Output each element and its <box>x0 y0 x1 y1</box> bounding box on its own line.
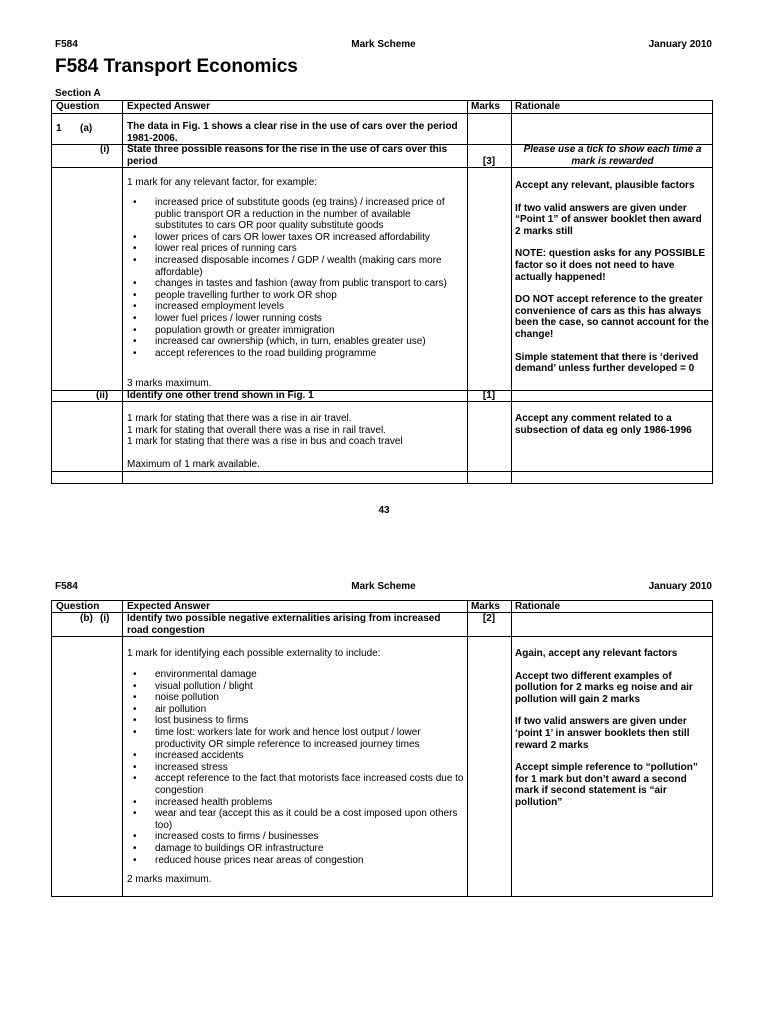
page-title: F584 Transport Economics <box>55 56 298 77</box>
list-item: • visual pollution / blight <box>127 681 465 693</box>
marks-value: [2] <box>482 613 496 624</box>
mark-scheme-table <box>51 600 713 897</box>
header-title: Mark Scheme <box>351 39 416 50</box>
rationale-item: Accept simple reference to “pollution” for 1 mark but don’t award a second mark if second statement is “air pollution” <box>515 762 698 808</box>
list-item: • time lost: workers late for work and hence lost output / lower productivity OR simple reference to increased journey times <box>127 727 465 750</box>
list-item: • wear and tear (accept this as it could be a cost imposed upon others too) <box>127 808 465 831</box>
list-item: • lower prices of cars OR lower taxes OR increased affordability <box>127 232 457 244</box>
list-item: • changes in tastes and fashion (away from public transport to cars) <box>127 278 457 290</box>
col-header-rationale: Rationale <box>515 101 561 112</box>
rationale-item: Accept two different examples of pollution for 2 marks eg noise and air pollution will gain 2 marks <box>515 670 693 705</box>
answer-line: 1 mark for stating that there was a rise in air travel. <box>127 413 352 424</box>
section-label: Section A <box>55 88 101 99</box>
answer-intro: 1 mark for any relevant factor, for example: <box>127 177 318 188</box>
col-divider <box>511 601 512 896</box>
rationale-item: DO NOT accept reference to the greater convenience of cars as this has always been the case, so cannot account for the change! <box>515 294 709 340</box>
list-item: • increased employment levels <box>127 301 457 313</box>
list-item: • increased accidents <box>127 750 465 762</box>
subquestion-text: State three possible reasons for the rise in the use of cars over this period <box>127 144 448 167</box>
list-item: • increased stress <box>127 762 465 774</box>
rationale-block <box>515 648 710 820</box>
list-item: • increased disposable incomes / GDP / wealth (making cars more affordable) <box>127 255 457 278</box>
header-date: January 2010 <box>648 39 712 50</box>
col-header-answer: Expected Answer <box>127 601 210 612</box>
header-title: Mark Scheme <box>351 581 416 592</box>
list-item: • environmental damage <box>127 669 465 681</box>
list-item: • damage to buildings OR infrastructure <box>127 843 465 855</box>
list-item: • increased price of substitute goods (eg trains) / increased price of public transport OR a reduction in the number of available substitutes to cars OR poor quality substitute goods <box>127 197 457 232</box>
question-part: (b) <box>80 613 93 624</box>
list-item: • people travelling further to work OR shop <box>127 290 457 302</box>
page-number: 43 <box>378 505 390 516</box>
answer-list <box>127 669 465 866</box>
answer-list <box>127 197 457 359</box>
list-item: • increased health problems <box>127 797 465 809</box>
marks-value: [3] <box>482 156 496 167</box>
col-header-marks: Marks <box>471 601 500 612</box>
list-item: • accept references to the road building programme <box>127 348 457 360</box>
marks-value: [1] <box>482 390 496 401</box>
col-header-question: Question <box>56 601 100 612</box>
rationale-item: If two valid answers are given under “Point 1” of answer booklet then award 2 marks still <box>515 202 702 237</box>
list-item: • accept reference to the fact that motorists face increased costs due to congestion <box>127 773 465 796</box>
col-divider <box>122 601 123 896</box>
list-item: • air pollution <box>127 704 465 716</box>
list-item: • reduced house prices near areas of congestion <box>127 855 465 867</box>
header-code: F584 <box>55 39 78 50</box>
question-part: (a) <box>80 123 93 134</box>
subquestion-text: Identify two possible negative externalities arising from increased road congestion <box>127 613 441 636</box>
list-item: • population growth or greater immigration <box>127 325 457 337</box>
rationale-block <box>515 180 710 386</box>
list-item: • increased costs to firms / businesses <box>127 831 465 843</box>
list-item: • lower fuel prices / lower running costs <box>127 313 457 325</box>
subquestion-part: (i) <box>100 613 110 624</box>
col-divider <box>467 601 468 896</box>
question-number: 1 <box>56 123 62 134</box>
list-item: • noise pollution <box>127 692 465 704</box>
page-header <box>55 581 712 595</box>
row-divider <box>52 471 712 472</box>
page-header <box>55 39 712 53</box>
question-stem: The data in Fig. 1 shows a clear rise in the use of cars over the period 1981-2006. <box>127 121 458 144</box>
col-header-marks: Marks <box>471 101 500 112</box>
mark-scheme-table <box>51 100 713 484</box>
col-divider <box>511 101 512 483</box>
rationale-item: Again, accept any relevant factors <box>515 648 678 659</box>
col-divider <box>122 101 123 483</box>
rationale-item: Accept any relevant, plausible factors <box>515 180 695 191</box>
list-item: • lost business to firms <box>127 715 465 727</box>
marks-maximum: Maximum of 1 mark available. <box>127 459 260 470</box>
header-date: January 2010 <box>648 581 712 592</box>
tick-note: Please use a tick to show each time a mark is rewarded <box>523 144 702 167</box>
col-header-rationale: Rationale <box>515 601 561 612</box>
rationale-item: NOTE: question asks for any POSSIBLE factor so it does not need to have actually happened! <box>515 248 706 283</box>
answer-intro: 1 mark for identifying each possible externality to include: <box>127 648 381 659</box>
rationale-item: Accept any comment related to a subsection of data eg only 1986-1996 <box>515 413 692 436</box>
rationale-item: If two valid answers are given under ‘point 1’ in answer booklets then still reward 2 marks <box>515 716 690 751</box>
list-item: • increased car ownership (which, in turn, enables greater use) <box>127 336 457 348</box>
header-code: F584 <box>55 581 78 592</box>
col-header-question: Question <box>56 101 100 112</box>
col-header-answer: Expected Answer <box>127 101 210 112</box>
marks-maximum: 3 marks maximum. <box>127 378 212 389</box>
answer-line: 1 mark for stating that overall there was a rise in rail travel. <box>127 425 386 436</box>
row-divider <box>52 113 712 114</box>
marks-maximum: 2 marks maximum. <box>127 874 212 885</box>
subquestion-text: Identify one other trend shown in Fig. 1 <box>127 390 314 401</box>
subquestion-part: (i) <box>100 144 110 155</box>
rationale-item: Simple statement that there is ‘derived demand’ unless further developed = 0 <box>515 351 699 375</box>
subquestion-part: (ii) <box>96 390 109 401</box>
answer-line: 1 mark for stating that there was a rise in bus and coach travel <box>127 436 403 447</box>
list-item: • lower real prices of running cars <box>127 243 457 255</box>
